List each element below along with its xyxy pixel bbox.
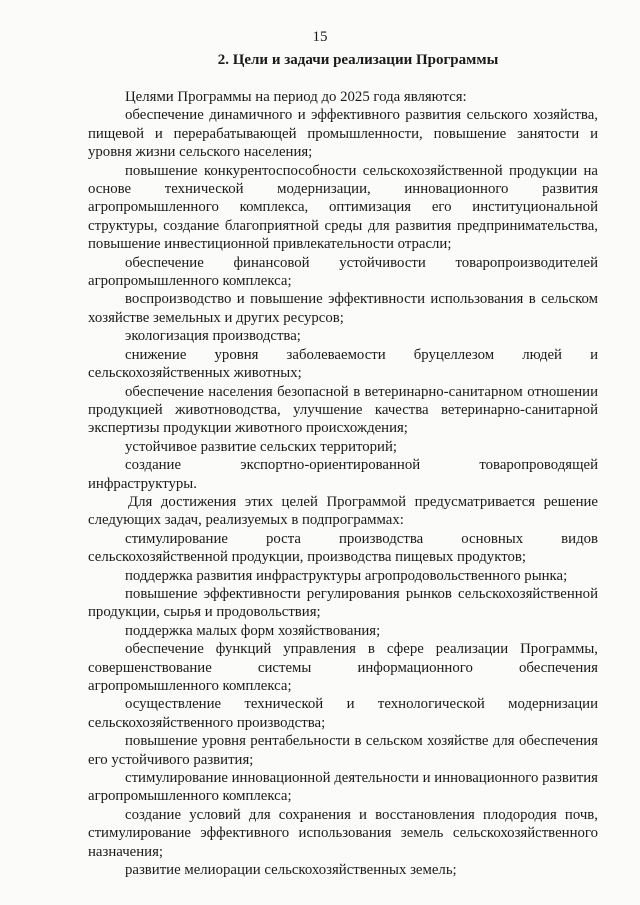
task-item: повышение эффективности регулирования рынков сельскохозяйственной продукции, сырья и продовольствия; [88,585,598,621]
task-item: поддержка малых форм хозяйствования; [125,622,381,639]
task-item: стимулирование инновационной деятельности и инновационного развития агропромышленного комплекса; [88,770,598,805]
goal-item: повышение конкурентоспособности сельскохозяйственной продукции на основе технической модернизации, инновационного развития агропромышленного комплекса, оптимизация его институциональной структуры, создание благоприятной среды для развития предпринимательства, повышение инвестиционной привлекательности отрасли; [88,162,598,253]
goal-item: обеспечение динамичного и эффективного развития сельского хозяйства, пищевой и перерабатывающей промышленности, повышение занятости и уровня жизни сельского населения; [88,107,598,161]
task-item: поддержка развития инфраструктуры агропродовольственного рынка; [125,567,568,584]
page-number: 15 [312,29,328,45]
goal-item: устойчивое развитие сельских территорий; [125,438,398,455]
task-item: осуществление технической и технологической модернизации сельскохозяйственного производства; [88,696,598,731]
task-item: стимулирование роста производства основных видов сельскохозяйственной продукции, производства пищевых продуктов; [88,530,598,566]
task-item: повышение уровня рентабельности в сельском хозяйстве для обеспечения его устойчивого развития; [88,733,598,768]
goal-item: воспроизводство и повышение эффективности использования в сельском хозяйстве земельных и других ресурсов; [88,291,598,326]
tasks-intro-paragraph: Для достижения этих целей Программой предусматривается решение следующих задач, реализуемых в подпрограммах: [88,493,598,529]
section-heading: 2. Цели и задачи реализации Программы [217,52,499,68]
task-item: создание условий для сохранения и восстановления плодородия почв, стимулирование эффективного использования земель сельскохозяйственного назначения; [88,806,598,860]
goal-item: обеспечение финансовой устойчивости товаропроизводителей агропромышленного комплекса; [88,254,598,290]
goal-item: экологизация производства; [125,328,301,345]
goal-item: создание экспортно-ориентированной товаропроводящей инфраструктуры. [88,457,598,492]
goal-item: обеспечение населения безопасной в ветеринарно-санитарном отношении продукцией животноводства, улучшение качества ветеринарно-санитарной экспертизы продукции животного происхождения; [88,383,598,437]
task-item: развитие мелиорации сельскохозяйственных земель; [125,862,457,879]
goal-item: снижение уровня заболеваемости бруцеллезом людей и сельскохозяйственных животных; [88,346,598,382]
intro-paragraph: Целями Программы на период до 2025 года являются: [125,89,467,105]
section-body [88,88,598,879]
task-item: обеспечение функций управления в сфере реализации Программы, совершенствование системы информационного обеспечения агропромышленного комплекса; [88,641,598,694]
